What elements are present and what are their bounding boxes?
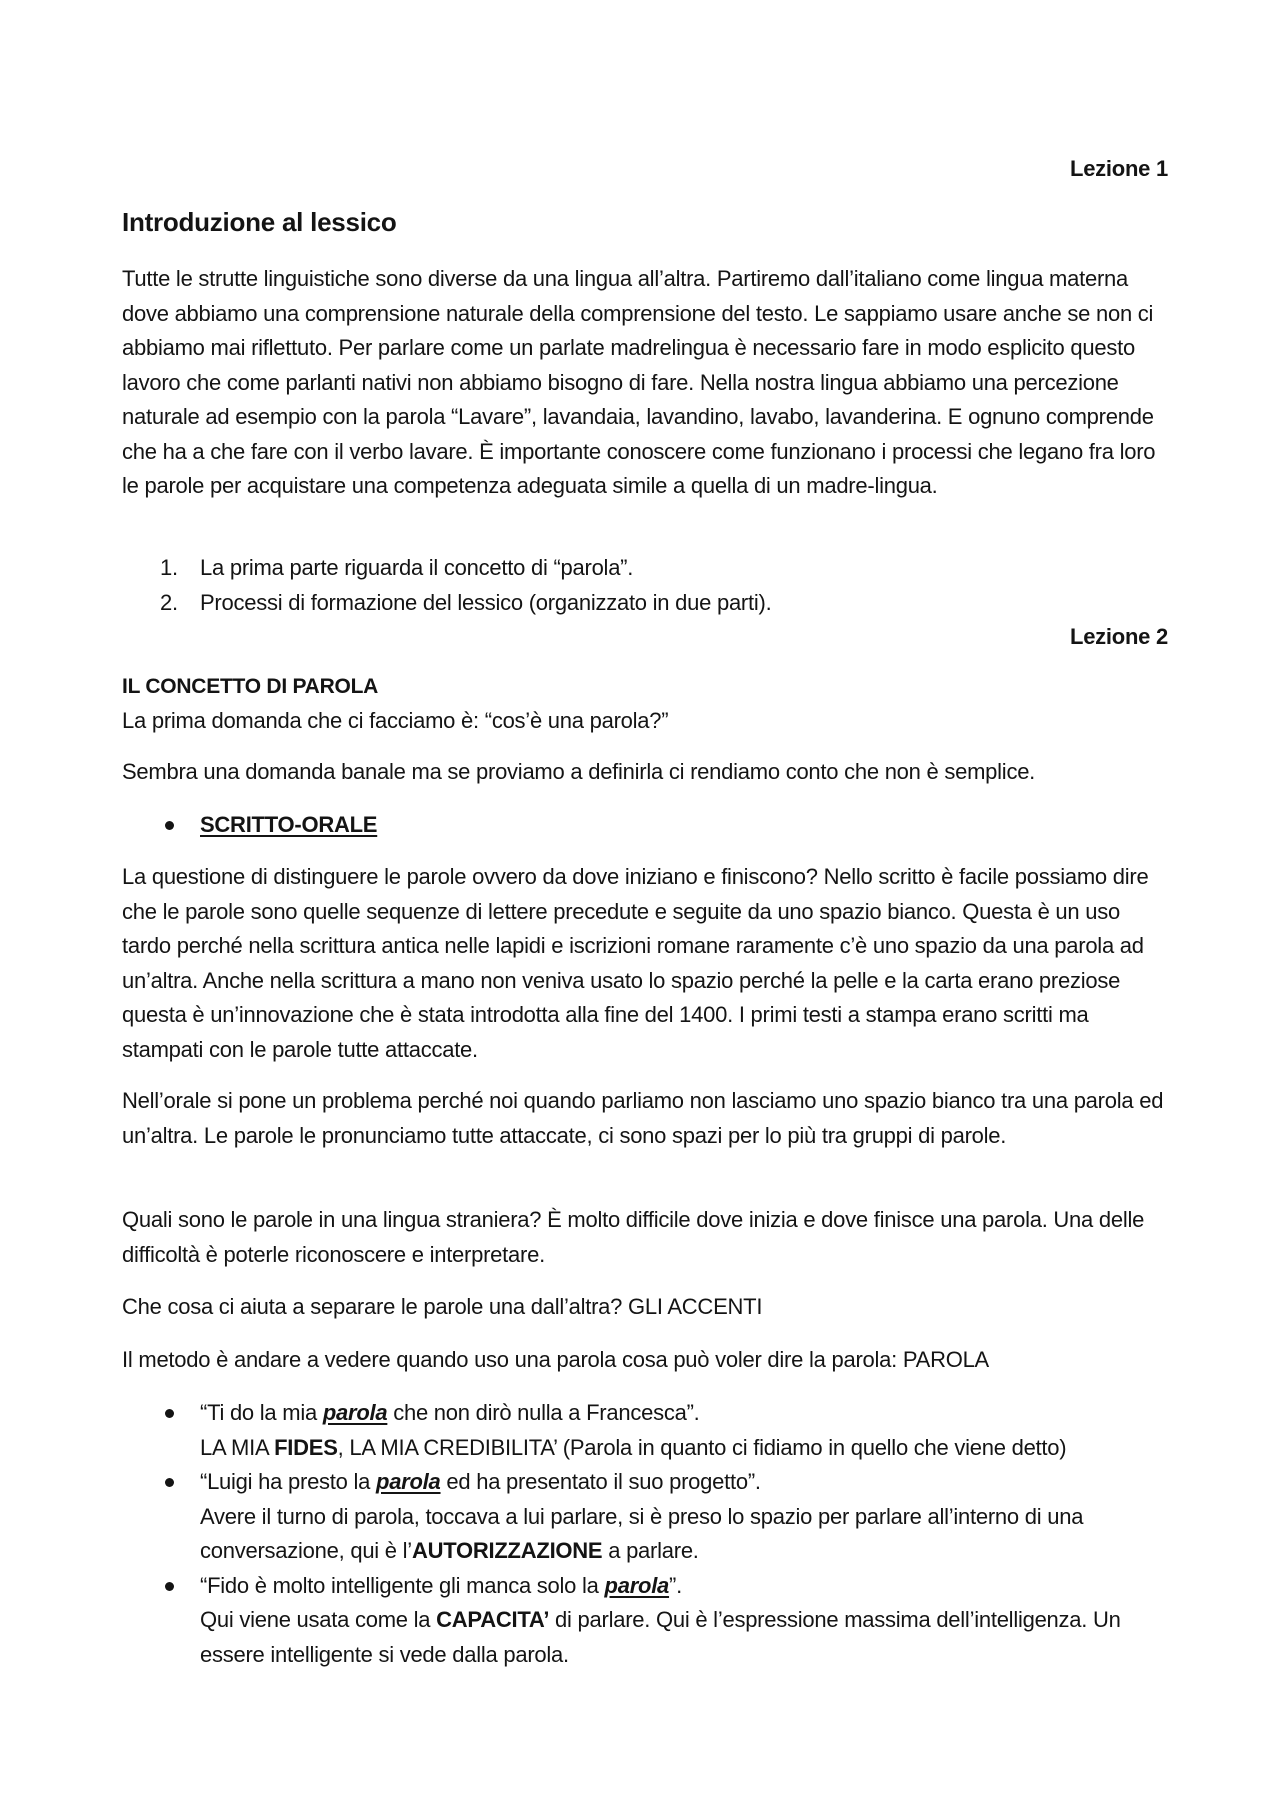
example-item [122, 1569, 1168, 1673]
explanation-keyword: AUTORIZZAZIONE [411, 1538, 603, 1563]
explanation-text: Qui viene usata come la [200, 1607, 437, 1632]
bullet-icon [165, 1478, 174, 1487]
explanation-text: a parlare. [602, 1538, 699, 1563]
list-item-text: La prima parte riguarda il concetto di “parola”. [200, 555, 634, 580]
explanation-text: di parlare. Qui è l’espressione massima dell’intelligenza. Un essere intelligente si vede dalla parola. [200, 1607, 1121, 1667]
accenti-paragraph: Che cosa ci aiuta a separare le parole una dall’altra? GLI ACCENTI [122, 1294, 763, 1319]
examples-list [122, 1396, 1168, 1672]
example-item [122, 1465, 1168, 1569]
page-title: Introduzione al lessico [122, 207, 397, 237]
question-paragraph: La prima domanda che ci facciamo è: “cos’è una parola?” [122, 708, 669, 733]
banale-paragraph: Sembra una domanda banale ma se proviamo a definirla ci rendiamo conto che non è semplice. [122, 759, 1036, 784]
intro-paragraph: Tutte le strutte linguistiche sono diverse da una lingua all’altra. Partiremo dall’italiano come lingua materna dove abbiamo una comprensione naturale della comprensione del testo. Le sappiamo usare anche se non ci abbiamo mai riflettuto. Per parlare come un parlate madrelingua è necessario fare in modo esplicito questo lavoro che come parlanti nativi non abbiamo bisogno di fare. Nella nostra lingua abbiamo una percezione naturale ad esempio con la parola “Lavare”, lavandaia, lavandino, lavabo, lavanderina. E ognuno comprende che ha a che fare con il verbo lavare. È importante conoscere come funzionano i processi che legano fra loro le parole per acquistare una competenza adeguata simile a quella di un madre-lingua. [122, 266, 1156, 498]
lesson-2-label: Lezione 2 [1070, 624, 1168, 649]
list-number: 2. [160, 589, 178, 615]
explanation-text: LA MIA [200, 1434, 275, 1460]
scritto-paragraph: La questione di distinguere le parole ovvero da dove iniziano e finiscono? Nello scritto è facile possiamo dire che le parole sono quelle sequenze di lettere precedute e seguite da uno spazio bianco. Questa è un uso tardo perché nella scrittura antica nelle lapidi e iscrizioni romane raramente c’è uno spazio da una parola ad un’altra. Anche nella scrittura a mano non veniva usato lo spazio perché la pelle e la carta erano preziose questa è un’innovazione che è stata introdotta alla fine del 1400. I primi testi a stampa erano scritti ma stampati con le parole tutte attaccate. [122, 864, 1149, 1062]
example-sentence [200, 1465, 1168, 1500]
straniera-paragraph: Quali sono le parole in una lingua straniera? È molto difficile dove inizia e dove finisce una parola. Una delle difficoltà è poterle riconoscere e interpretare. [122, 1207, 1145, 1267]
list-item [122, 586, 1168, 621]
example-text: “Ti do la mia [200, 1400, 323, 1425]
subsection-heading: SCRITTO-ORALE [200, 812, 378, 837]
example-sentence [200, 1396, 1168, 1431]
explanation-text: , LA MIA CREDIBILITA’ (Parola in quanto ci fidiamo in quello che viene detto) [337, 1434, 1067, 1460]
example-item [122, 1396, 1168, 1465]
example-sentence [200, 1569, 1168, 1604]
bullet-icon [165, 1582, 174, 1591]
explanation-keyword: FIDES [274, 1434, 338, 1460]
list-item-text: Processi di formazione del lessico (organizzato in due parti). [200, 589, 772, 615]
list-number: 1. [160, 555, 178, 580]
metodo-paragraph: Il metodo è andare a vedere quando uso una parola cosa può voler dire la parola: PAROLA [122, 1347, 989, 1372]
list-item [122, 808, 1168, 843]
example-text: “Luigi ha presto la [200, 1469, 376, 1494]
example-text: ed ha presentato il suo progetto”. [440, 1469, 761, 1494]
orale-paragraph: Nell’orale si pone un problema perché noi quando parliamo non lasciamo uno spazio bianco tra una parola ed un’altra. Le parole le pronunciamo tutte attaccate, ci sono spazi per lo più tra gruppi di parole. [122, 1088, 1164, 1148]
example-text: “Fido è molto intelligente gli manca solo la [200, 1572, 605, 1598]
example-explanation [200, 1603, 1168, 1672]
example-text: ”. [669, 1572, 682, 1598]
list-item [122, 551, 1168, 586]
example-explanation [200, 1431, 1168, 1466]
example-keyword: parola [322, 1400, 388, 1425]
bullet-icon [165, 821, 174, 830]
explanation-text: Avere il turno di parola, toccava a lui parlare, si è preso lo spazio per parlare all’interno di una conversazione, qui è l’ [200, 1503, 1084, 1563]
scritto-bullet-list [122, 808, 1168, 843]
example-explanation [200, 1500, 1168, 1569]
topics-list [122, 551, 1168, 620]
bullet-icon [165, 1409, 174, 1418]
section-heading: IL CONCETTO DI PAROLA [122, 675, 379, 698]
explanation-keyword: CAPACITA’ [436, 1607, 550, 1632]
example-keyword: parola [376, 1469, 441, 1494]
example-keyword: parola [604, 1572, 670, 1598]
example-text: che non dirò nulla a Francesca”. [387, 1400, 700, 1425]
lesson-1-label: Lezione 1 [1070, 156, 1168, 181]
